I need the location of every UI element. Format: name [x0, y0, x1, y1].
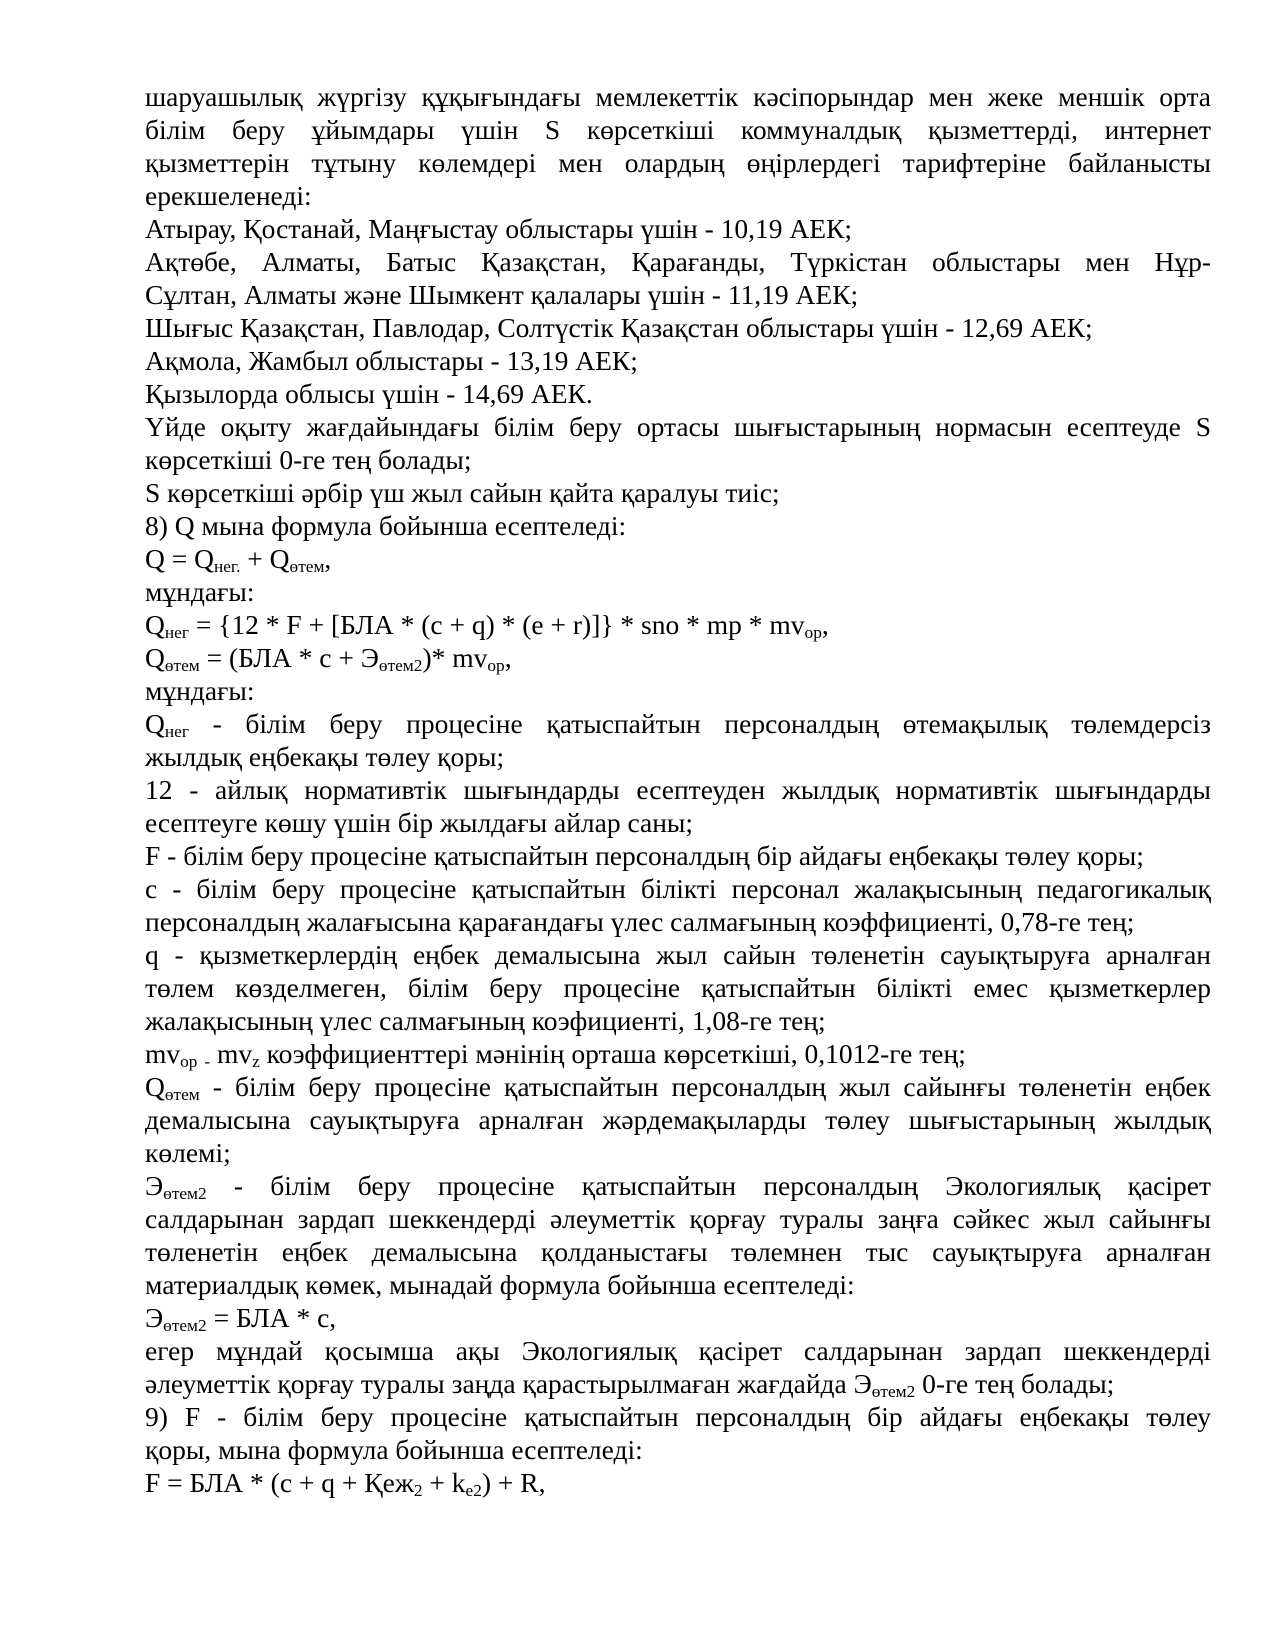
- text-line: білім беру ұйымдары үшін S көрсеткіші коммуналдық қызметтерді, интернет: [145, 114, 1211, 145]
- text-line: шаруашылық жүргізу құқығындағы мемлекеттік кәсіпорындар мен жеке меншік орта: [145, 81, 1211, 112]
- text-line: Шығыс Қазақстан, Павлодар, Солтүстік Қазақстан облыстары үшін - 12,69 АЕК;: [145, 312, 1093, 343]
- text-line: 12 - айлық нормативтік шығындарды есептеуден жылдық нормативтік шығындарды: [145, 774, 1211, 805]
- subscript: нег.: [213, 557, 241, 577]
- subscript: 2: [413, 1481, 423, 1501]
- text-line: қоры, мына формула бойынша есептеледі:: [145, 1434, 643, 1465]
- text-line: Қызылорда облысы үшін - 14,69 АЕК.: [145, 378, 593, 409]
- text-line: егер мұндай қосымша ақы Экологиялық қасірет салдарынан зардап шеккендерді: [145, 1335, 1211, 1366]
- paragraph: [145, 1466, 1211, 1499]
- subscript: ор: [180, 1052, 198, 1072]
- text-line: c - білім беру процесіне қатыспайтын білікті персонал жалақысының педагогикалық: [145, 873, 1211, 904]
- subscript: өтем2: [163, 1184, 207, 1204]
- text-line: 9) F - білім беру процесіне қатыспайтын персоналдың бір айдағы еңбекақы төлеу: [145, 1401, 1211, 1432]
- paragraph: [145, 938, 1211, 1037]
- text-line: қызметтерін тұтыну көлемдері мен олардың өңірлердегі тарифтеріне байланысты: [145, 147, 1211, 178]
- subscript: e2: [465, 1481, 482, 1501]
- paragraph: [145, 1070, 1211, 1169]
- paragraph: [145, 1400, 1211, 1466]
- text-line: персоналдың жалағысына қарағандағы үлес салмағының коэффициенті, 0,78-ге тең;: [145, 906, 1135, 937]
- subscript: өтем: [289, 557, 325, 577]
- paragraph: [145, 542, 1211, 575]
- text-line: F = БЛА * (c + q + Қеж2 + ke2) + R,: [145, 1467, 546, 1501]
- text-line: есептеуге көшу үшін бір жылдағы айлар саны;: [145, 807, 694, 838]
- text-line: мұндағы:: [145, 576, 255, 607]
- text-line: төлем көзделмеген, білім беру процесіне қатыспайтын білікті емес қызметкерлер: [145, 972, 1211, 1003]
- subscript: нег: [164, 722, 189, 742]
- paragraph: [145, 773, 1211, 839]
- text-line: Эөтем2 - білім беру процесіне қатыспайтын персоналдың Экологиялық қасірет: [145, 1170, 1211, 1204]
- paragraph: [145, 509, 1211, 542]
- paragraph: [145, 245, 1211, 311]
- text-line: Qөтем = (БЛА * c + Эөтем2)* mvор,: [145, 642, 512, 676]
- subscript: өтем2: [378, 656, 423, 676]
- text-line: демалысына сауықтыруға арналған жәрдемақыларды төлеу шығыстарының жылдық: [145, 1104, 1211, 1135]
- text-line: мұндағы:: [145, 675, 255, 706]
- text-line: көлемі;: [145, 1137, 231, 1168]
- paragraph: [145, 674, 1211, 707]
- paragraph: [145, 1169, 1211, 1301]
- text-line: төленетін еңбек демалысына қолданыстағы төлемнен тыс сауықтыруға арналған: [145, 1236, 1211, 1267]
- text-line: Q = Qнег. + Qөтем,: [145, 543, 332, 577]
- subscript: өтем2: [871, 1382, 916, 1402]
- paragraph: [145, 707, 1211, 773]
- text-line: материалдық көмек, мынадай формула бойынша есептеледі:: [145, 1269, 855, 1300]
- text-line: q - қызметкерлердің еңбек демалысына жыл сайын төленетін сауықтыруға арналған: [145, 939, 1211, 970]
- text-line: әлеуметтік қорғау туралы заңда қарастырылмаған жағдайда Эөтем2 0-ге тең болады;: [145, 1368, 1115, 1402]
- paragraph: [145, 575, 1211, 608]
- subscript: ор: [804, 623, 822, 643]
- text-line: ерекшеленеді:: [145, 180, 312, 211]
- text-line: Эөтем2 = БЛА * с,: [145, 1302, 337, 1336]
- text-line: Сұлтан, Алматы және Шымкент қалалары үшін - 11,19 АЕК;: [145, 279, 859, 310]
- paragraph: [145, 344, 1211, 377]
- subscript: өтем2: [163, 1316, 207, 1336]
- text-line: Qнег - білім беру процесіне қатыспайтын персоналдың өтемақылық төлемдерсіз: [145, 708, 1211, 742]
- text-line: Ақтөбе, Алматы, Батыс Қазақстан, Қарағанды, Түркістан облыстары мен Нұр-: [145, 246, 1211, 277]
- paragraph: [145, 1037, 1211, 1070]
- subscript: ор: [487, 656, 505, 676]
- text-line: салдарынан зардап шеккендерді әлеуметтік қорғау туралы заңға сәйкес жыл сайынғы: [145, 1203, 1211, 1234]
- text-line: жалақысының үлес салмағының коэфициенті, 1,08-ге тең;: [145, 1005, 826, 1036]
- text-line: 8) Q мына формула бойынша есептеледі:: [145, 510, 627, 541]
- text-line: жылдық еңбекақы төлеу қоры;: [145, 741, 505, 772]
- paragraph: [145, 410, 1211, 476]
- paragraph: [145, 476, 1211, 509]
- subscript: -: [204, 1052, 211, 1072]
- paragraph: [145, 80, 1211, 212]
- paragraph: [145, 212, 1211, 245]
- paragraph: [145, 839, 1211, 872]
- subscript: өтем: [164, 656, 200, 676]
- text-line: Үйде оқыту жағдайындағы білім беру ортасы шығыстарының нормасын есептеуде S: [145, 411, 1211, 442]
- paragraph: [145, 1301, 1211, 1334]
- text-line: Ақмола, Жамбыл облыстары - 13,19 АЕК;: [145, 345, 638, 376]
- text-line: mvор - mvz коэффициенттері мәнінің орташа көрсеткіші, 0,1012-ге тең;: [145, 1038, 966, 1072]
- paragraph: [145, 311, 1211, 344]
- document-text: [145, 80, 1211, 1499]
- text-line: F - білім беру процесіне қатыспайтын персоналдың бір айдағы еңбекақы төлеу қоры;: [145, 840, 1144, 871]
- paragraph: [145, 608, 1211, 641]
- paragraph: [145, 641, 1211, 674]
- text-line: көрсеткіші 0-ге тең болады;: [145, 444, 472, 475]
- text-line: Qөтем - білім беру процесіне қатыспайтын персоналдың жыл сайынғы төленетін еңбек: [145, 1071, 1211, 1105]
- subscript: нег: [164, 623, 189, 643]
- subscript: өтем: [164, 1085, 200, 1105]
- paragraph: [145, 1334, 1211, 1400]
- subscript: z: [252, 1052, 260, 1072]
- text-line: S көрсеткіші әрбір үш жыл сайын қайта қаралуы тиіс;: [145, 477, 780, 508]
- text-line: Атырау, Қостанай, Маңғыстау облыстары үшін - 10,19 АЕК;: [145, 213, 853, 244]
- text-line: Qнег = {12 * F + [БЛА * (c + q) * (e + r)]} * sno * mp * mvор,: [145, 609, 829, 643]
- paragraph: [145, 872, 1211, 938]
- paragraph: [145, 377, 1211, 410]
